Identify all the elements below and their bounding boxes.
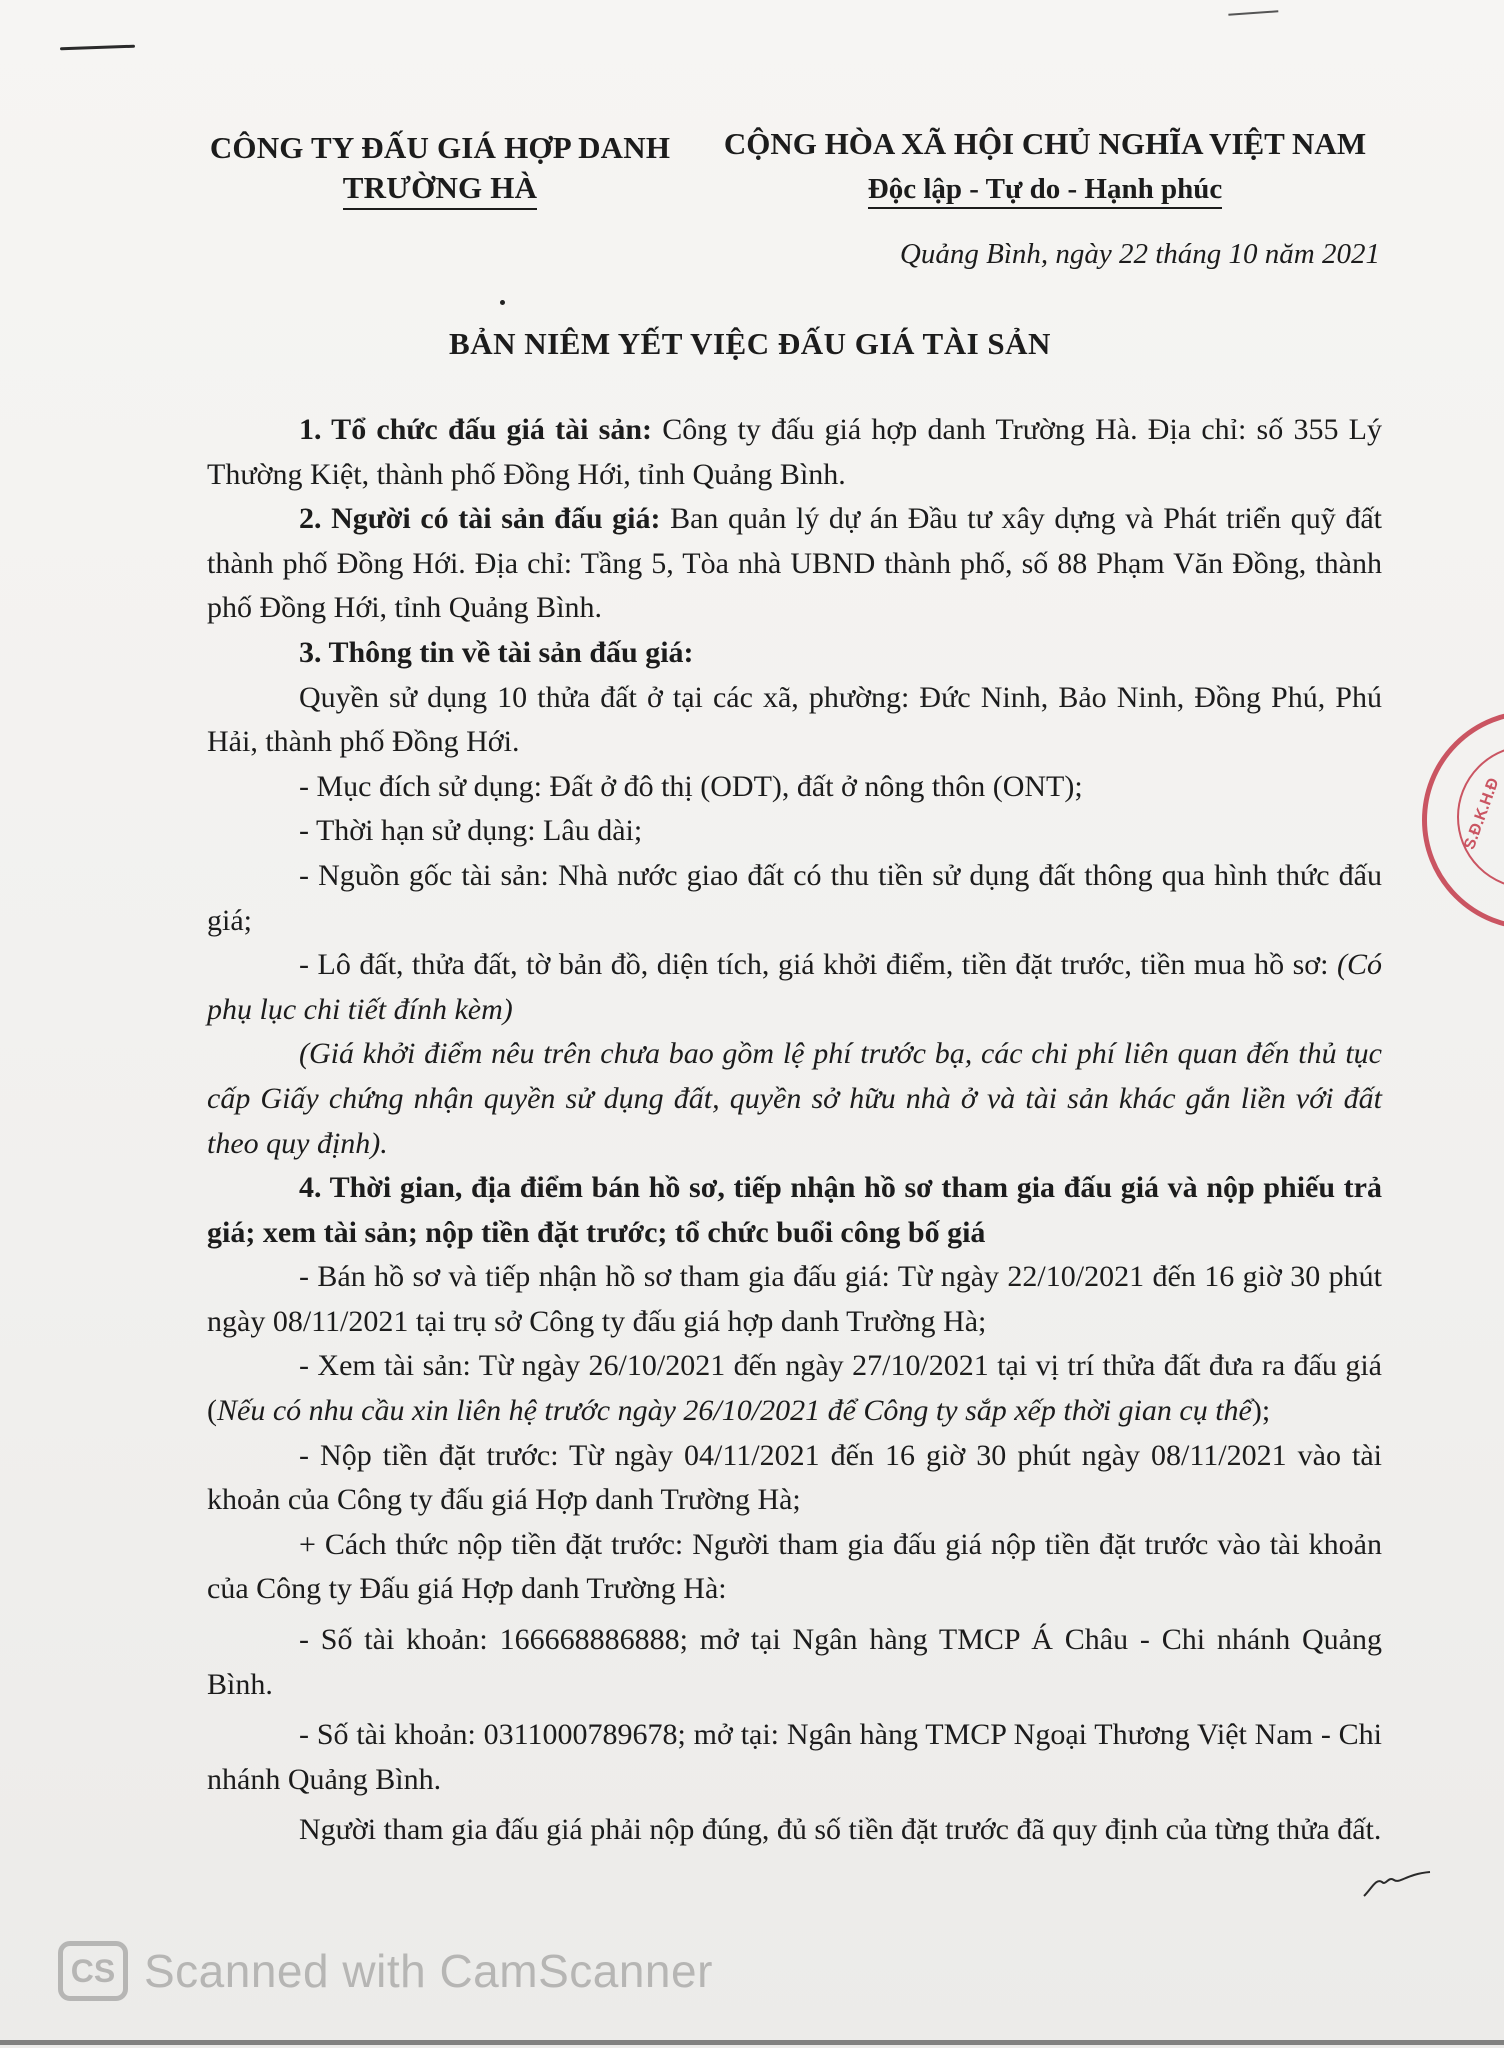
pen-mark <box>60 45 135 51</box>
section-4-view-note: Nếu có nhu cầu xin liên hệ trước ngày 26/10/2021 để Công ty sắp xếp thời gian cụ thể <box>217 1394 1252 1428</box>
section-4-account-1: - Số tài khoản: 166668886888; mở tại Ngân hàng TMCP Á Châu - Chi nhánh Quảng Bình. <box>207 1623 1382 1701</box>
section-3-label: 3. Thông tin về tài sản đấu giá: <box>299 635 694 669</box>
section-3-lots-text: - Lô đất, thửa đất, tờ bản đồ, diện tích, giá khởi điểm, tiền đặt trước, tiền mua hồ sơ: <box>299 948 1337 982</box>
section-2-label: 2. Người có tài sản đấu giá: <box>299 502 661 536</box>
national-header <box>690 122 1400 210</box>
section-3-price-note: (Giá khởi điểm nêu trên chưa bao gồm lệ phí trước bạ, các chi phí liên quan đến thủ tục cấp Giấy chứng nhận quyền sử dụng đất, quyền sở hữu nhà ở và tài sản khác gắn liền với đất theo quy định). <box>207 1037 1382 1160</box>
org-name-line2: TRƯỜNG HÀ <box>343 168 537 210</box>
section-2 <box>207 497 1382 631</box>
section-1 <box>207 408 1382 497</box>
section-3-intro: Quyền sử dụng 10 thửa đất ở tại các xã, phường: Đức Ninh, Bảo Ninh, Đồng Phú, Phú Hải, thành phố Đồng Hới. <box>207 680 1382 759</box>
section-4-view-end: ); <box>1251 1394 1271 1428</box>
section-4-requirement: Người tham gia đấu giá phải nộp đúng, đủ số tiền đặt trước đã quy định của từng thửa đất. <box>299 1813 1382 1847</box>
document-title: BẢN NIÊM YẾT VIỆC ĐẤU GIÁ TÀI SẢN <box>449 326 1051 361</box>
nation-name: CỘNG HÒA XÃ HỘI CHỦ NGHĨA VIỆT NAM <box>723 126 1367 161</box>
section-3-lots <box>207 943 1382 1032</box>
section-3-lots-note: (Có phụ lục chi tiết đính kèm) <box>207 948 1382 1026</box>
national-motto: Độc lập - Tự do - Hạnh phúc <box>868 171 1223 209</box>
camscanner-logo-icon: CS <box>58 1941 128 2001</box>
section-4-label: 4. Thời gian, địa điểm bán hồ sơ, tiếp nhận hồ sơ tham gia đấu giá và nộp phiếu trả giá; xem tài sản; nộp tiền đặt trước; tổ chức buổi công bố giá <box>207 1171 1382 1249</box>
section-1-text: Công ty đấu giá hợp danh Trường Hà. Địa chỉ: số 355 Lý Thường Kiệt, thành phố Đồng Hới, tỉnh Quảng Bình. <box>207 413 1382 491</box>
section-4-account-2: - Số tài khoản: 0311000789678; mở tại: Ngân hàng TMCP Ngoại Thương Việt Nam - Chi nhánh Quảng Bình. <box>207 1718 1382 1796</box>
dateline: Quảng Bình, ngày 22 tháng 10 năm 2021 <box>899 238 1380 270</box>
section-4-view-text: - Xem tài sản: Từ ngày 26/10/2021 đến ngày 27/10/2021 tại vị trí thửa đất đưa ra đấu giá ( <box>207 1349 1382 1428</box>
section-3-origin: - Nguồn gốc tài sản: Nhà nước giao đất có thu tiền sử dụng đất thông qua hình thức đấu giá; <box>207 858 1382 937</box>
pen-mark-top <box>1228 0 1279 15</box>
red-seal-stamp <box>1422 710 1504 930</box>
section-4-method: + Cách thức nộp tiền đặt trước: Người tham gia đấu giá nộp tiền đặt trước vào tài khoản của Công ty Đấu giá Hợp danh Trường Hà: <box>207 1527 1382 1606</box>
organization-header <box>170 128 710 210</box>
section-4-deposit: - Nộp tiền đặt trước: Từ ngày 04/11/2021 đến 16 giờ 30 phút ngày 08/11/2021 vào tài khoản của Công ty đấu giá Hợp danh Trường Hà; <box>207 1438 1382 1517</box>
document-body <box>207 408 1382 1853</box>
org-name-line1: CÔNG TY ĐẤU GIÁ HỢP DANH <box>209 130 671 165</box>
section-4-sale: - Bán hồ sơ và tiếp nhận hồ sơ tham gia đấu giá: Từ ngày 22/10/2021 đến 16 giờ 30 phút ngày 08/11/2021 tại trụ sở Công ty đấu giá hợp danh Trường Hà; <box>207 1260 1382 1338</box>
camscanner-text: Scanned with CamScanner <box>144 1945 713 1997</box>
seal-ring-text: S.Đ.K.H.Đ <box>1461 775 1503 852</box>
signature-mark <box>1362 1868 1432 1898</box>
section-3-purpose: - Mục đích sử dụng: Đất ở đô thị (ODT), đất ở nông thôn (ONT); <box>299 769 1083 803</box>
ink-dot <box>500 300 505 305</box>
camscanner-watermark <box>58 1936 713 2006</box>
section-3-term: - Thời hạn sử dụng: Lâu dài; <box>299 814 643 848</box>
section-1-label: 1. Tổ chức đấu giá tài sản: <box>299 413 652 446</box>
section-4-view <box>207 1344 1382 1433</box>
section-2-text: Ban quản lý dự án Đầu tư xây dựng và Phát triển quỹ đất thành phố Đồng Hới. Địa chỉ: Tầng 5, Tòa nhà UBND thành phố, số 88 Phạm Văn Đồng, thành phố Đồng Hới, tỉnh Quảng Bình. <box>207 502 1383 625</box>
page-bottom-edge <box>0 2040 1504 2045</box>
